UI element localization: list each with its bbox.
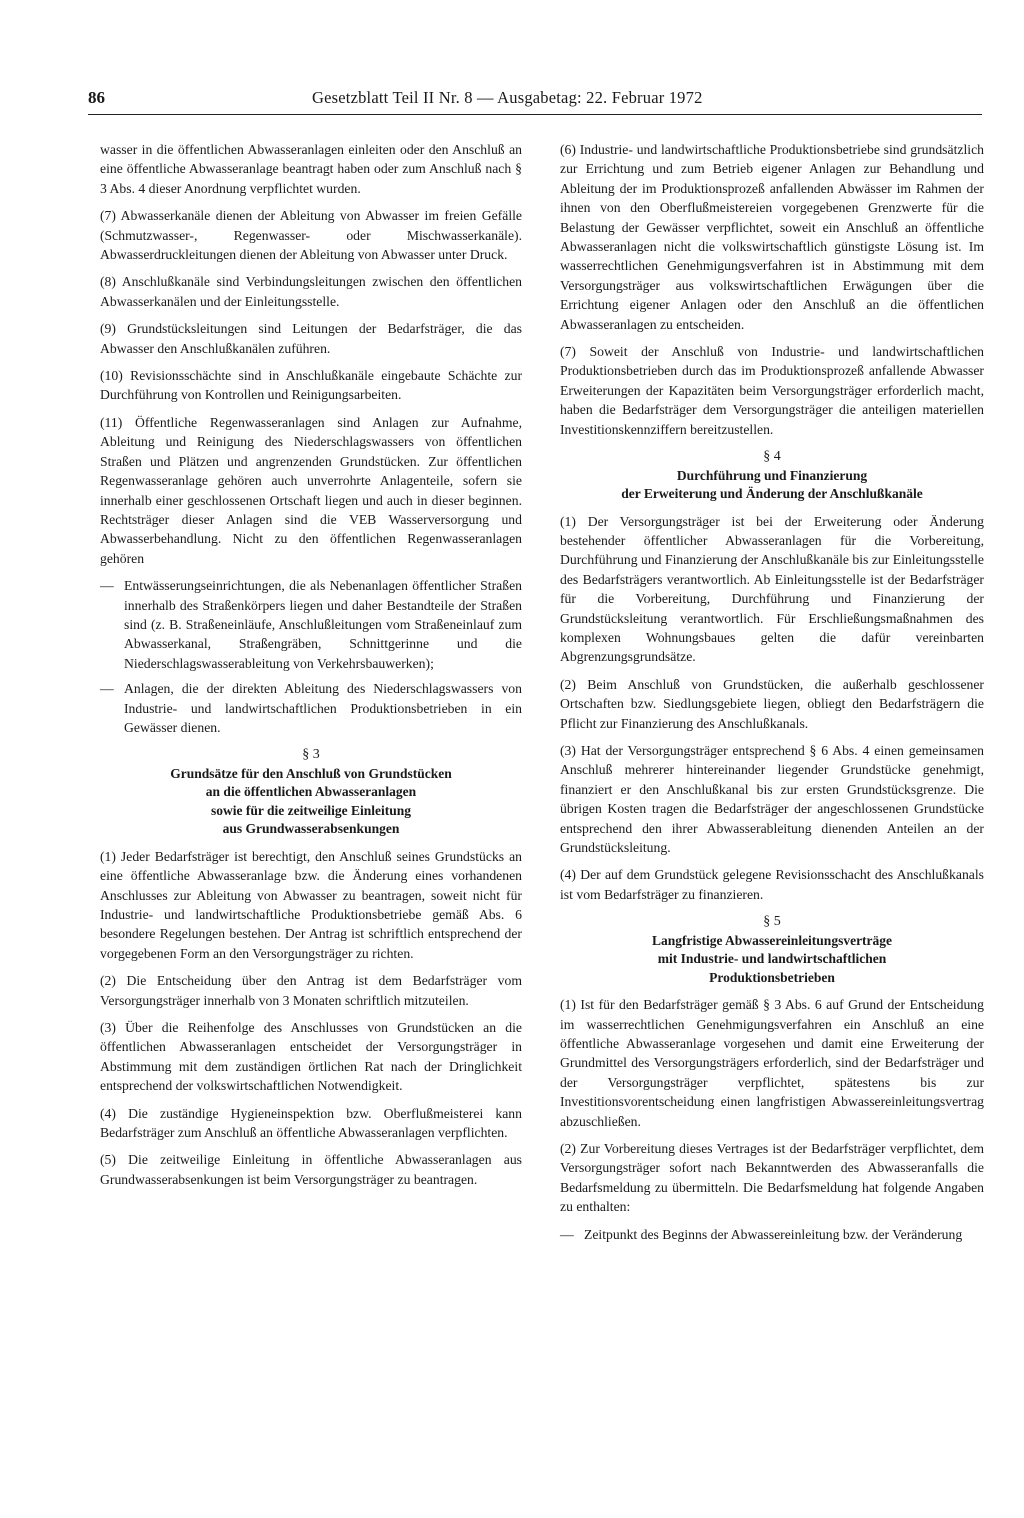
- section-number: § 5: [763, 914, 781, 930]
- gazette-title: Gesetzblatt Teil II Nr. 8 — Ausgabetag: 22. Februar 1972: [312, 88, 703, 107]
- section-title-line: der Erweiterung und Änderung der Anschlußkanäle: [621, 486, 923, 501]
- section-title-line: an die öffentlichen Abwasseranlagen: [205, 784, 417, 800]
- section-title-line: mit Industrie- und landwirtschaftlichen: [657, 951, 887, 967]
- paragraph-10: (10) Revisionsschächte sind in Anschlußkanäle eingebaute Schächte zur Durchführung von Kontrollen und Reinigungsarbeiten.: [100, 368, 522, 403]
- section-5-heading: [560, 912, 984, 987]
- requirements-list: [560, 1225, 984, 1244]
- section-3-paragraph-2: (2) Die Entscheidung über den Antrag ist dem Bedarfsträger vom Versorgungsträger innerhalb von 3 Monaten schriftlich mitzuteilen.: [100, 973, 522, 1008]
- section-title-line: Grundsätze für den Anschluß von Grundstücken: [170, 765, 452, 781]
- section-3-paragraph-1: (1) Jeder Bedarfsträger ist berechtigt, den Anschluß seines Grundstücks an eine öffentliche Abwasseranlage bzw. die Änderung eines vorhandenen Anschlusses zur Ableitung von Abwasser zu beantragen, soweit nicht für Industrie- und landwirtschaftliche Produktionsbetriebe gemäß Abs. 6 besondere Regelungen bestehen. Der Antrag ist schriftlich entsprechend der vorgegebenen Form an den Versorgungsträger zu richten.: [100, 848, 522, 961]
- right-column: [560, 140, 984, 1252]
- section-title-line: aus Grundwasserabsenkungen: [222, 821, 400, 837]
- section-3-paragraph-5: (5) Die zeitweilige Einleitung in öffentliche Abwasseranlagen aus Grundwasserabsenkungen ist beim Versorgungsträger zu beantragen.: [100, 1152, 522, 1187]
- paragraph-continued: wasser in die öffentlichen Abwasseranlagen einleiten oder den Anschluß an eine öffentliche Abwasseranlage beantragt haben oder zum Anschluß nach § 3 Abs. 4 dieser Anordnung verpflichtet wurden.: [100, 142, 522, 196]
- section-3-paragraph-7: (7) Soweit der Anschluß von Industrie- und landwirtschaftlichen Produktionsbetrieben durch das im Produktionsprozeß anfallende Abwasser Erweiterungen der Kapazitäten beim Versorgungsträger erforderlich macht, haben die Bedarfsträger dem Versorgungsträger die anteiligen materiellen Investitionskennziffern bereitzustellen.: [560, 344, 984, 437]
- page-number: 86: [88, 88, 105, 107]
- section-title-line: Durchführung und Finanzierung: [676, 467, 868, 483]
- list-item: — Anlagen, die der direkten Ableitung des Niederschlagswassers von Industrie- und landwirtschaftlichen Produktionsbetrieben in ein Gewässer dienen.: [100, 679, 522, 737]
- section-number: § 3: [302, 747, 320, 763]
- section-4-paragraph-4: (4) Der auf dem Grundstück gelegene Revisionsschacht des Anschlußkanals ist vom Bedarfsträger zu finanzieren.: [560, 867, 984, 902]
- section-3-heading: [100, 745, 522, 838]
- section-5-paragraph-2: (2) Zur Vorbereitung dieses Vertrages ist der Bedarfsträger verpflichtet, dem Versorgungsträger sofort nach Bekanntwerden des Abwasseranfalls die Bedarfsmeldung zu übermitteln. Die Bedarfsmeldung hat folgende Angaben zu enthalten:: [560, 1140, 984, 1215]
- list-item: — Entwässerungseinrichtungen, die als Nebenanlagen öffentlicher Straßen innerhalb des Straßenkörpers liegen und daher Bestandteile der Straßen sind (z. B. Straßeneinläufe, Anschlußleitungen vom Straßeneinlauf zum Abwasserkanal, Straßengräben, Schnittgerinne und die Niederschlagswasserableitung von Verkehrsbauwerken);: [100, 576, 522, 673]
- paragraph-11: (11) Öffentliche Regenwasseranlagen sind Anlagen zur Aufnahme, Ableitung und Reinigung des Niederschlagswassers von öffentlichen Straßen und Plätzen und angrenzenden Grundstücken. Zur öffentlichen Regenwasseranlage gehören auch unverrohrte Anlagenteile, sofern sie innerhalb einer geschlossenen Ortschaft liegen und auch in dieser beginnen. Rechtsträger dieser Anlagen sind die VEB Wasserversorgung und Abwasserbehandlung. Nicht zu den öffentlichen Regenwasseranlagen gehören: [100, 414, 522, 566]
- section-title-line: sowie für die zeitweilige Einleitung: [211, 802, 411, 818]
- exclusion-list: [100, 576, 522, 737]
- section-title-line: Langfristige Abwassereinleitungsverträge: [651, 932, 893, 948]
- section-5-paragraph-1: (1) Ist für den Bedarfsträger gemäß § 3 Abs. 6 auf Grund der Entscheidung im wasserrechtlichen Genehmigungsverfahren ein Anschluß an eine öffentliche Abwasseranlage vorgesehen und damit eine Erweiterung der Grundmittel des Versorgungsträgers erforderlich, sind der Bedarfsträger und der Versorgungsträger verpflichtet, spätestens bis zur Investitionsvorentscheidung einen langfristigen Abwassereinleitungsvertrag abzuschließen.: [560, 997, 984, 1129]
- section-3-paragraph-3: (3) Über die Reihenfolge des Anschlusses von Grundstücken an die öffentlichen Abwasseranlagen entscheidet der Versorgungsträger in Abstimmung mit dem zuständigen örtlichen Rat nach der Dringlichkeit entsprechend der volkswirtschaftlichen Notwendigkeit.: [100, 1020, 522, 1094]
- section-4-paragraph-1: (1) Der Versorgungsträger ist bei der Erweiterung oder Änderung bestehender öffentlicher Abwasseranlagen für die Vorbereitung, Durchführung und Finanzierung der Anschlußkanäle bis zur Einleitungsstelle des Bedarfsträgers verantwortlich. Ab Einleitungsstelle ist der Bedarfsträger für die Vorbereitung, Durchführung und Finanzierung der Grundstücksleitung verantwortlich. Für Erschließungsmaßnahmen des komplexen Wohnungsbaues gelten die dafür vereinbarten Abgrenzungsgrundsätze.: [560, 513, 984, 665]
- paragraph-7: (7) Abwasserkanäle dienen der Ableitung von Abwasser im freien Gefälle (Schmutzwasser-, Regenwasser- oder Mischwasserkanäle). Abwasserdruckleitungen dienen der Ableitung von Abwasser unter Druck.: [100, 208, 522, 263]
- paragraph-8: (8) Anschlußkanäle sind Verbindungsleitungen zwischen den öffentlichen Abwasserkanälen und der Einleitungsstelle.: [100, 274, 522, 309]
- list-item: — Zeitpunkt des Beginns der Abwassereinleitung bzw. der Veränderung: [560, 1225, 984, 1244]
- section-3-paragraph-6: (6) Industrie- und landwirtschaftliche Produktionsbetriebe sind grundsätzlich zur Errichtung und zum Betrieb eigener Anlagen zur Behandlung und Ableitung der im Produktionsprozeß anfallenden Abwässer im Rahmen der ihnen von den Oberflußmeistereien vorgegebenen Grenzwerte für die Belastung der Gewässer verpflichtet, soweit ein Anschluß an öffentliche Abwasseranlagen nicht die volkswirtschaftlich günstigste Lösung ist. Im wasserrechtlichen Genehmigungsverfahren ist in Abstimmung mit dem Versorgungsträger aus volkswirtschaftlichen Erwägungen über die Errichtung eigener Anlagen oder den Anschluß an die öffentlichen Abwasseranlagen zu entscheiden.: [560, 142, 984, 332]
- section-number: § 4: [763, 449, 781, 465]
- section-4-heading: [560, 447, 984, 503]
- section-4-paragraph-2: (2) Beim Anschluß von Grundstücken, die außerhalb geschlossener Ortschaften bzw. Siedlungsgebiete liegen, obliegt den Bedarfsträgern die Pflicht zur Finanzierung des Anschlußkanals.: [560, 676, 984, 731]
- section-title-line: Produktionsbetrieben: [709, 969, 835, 985]
- left-column: [100, 140, 522, 1197]
- section-4-paragraph-3: (3) Hat der Versorgungsträger entsprechend § 6 Abs. 4 einen gemeinsamen Anschluß mehrerer hintereinander liegender Grundstücke genehmigt, finanziert er den Anschlußkanal bis zur ersten Grundstücksgrenze. Die übrigen Kosten tragen die Bedarfsträger der angeschlossenen Grundstücke entsprechend den ihrer Abwasserableitung dienenden Anteilen an der Grundstücksleitung.: [560, 742, 984, 855]
- section-3-paragraph-4: (4) Die zuständige Hygieneinspektion bzw. Oberflußmeisterei kann Bedarfsträger zum Anschluß an öffentliche Abwasseranlagen verpflichten.: [100, 1105, 522, 1141]
- page-header: [88, 84, 982, 115]
- paragraph-9: (9) Grundstücksleitungen sind Leitungen der Bedarfsträger, die das Abwasser den Anschlußkanälen zuführen.: [100, 321, 522, 356]
